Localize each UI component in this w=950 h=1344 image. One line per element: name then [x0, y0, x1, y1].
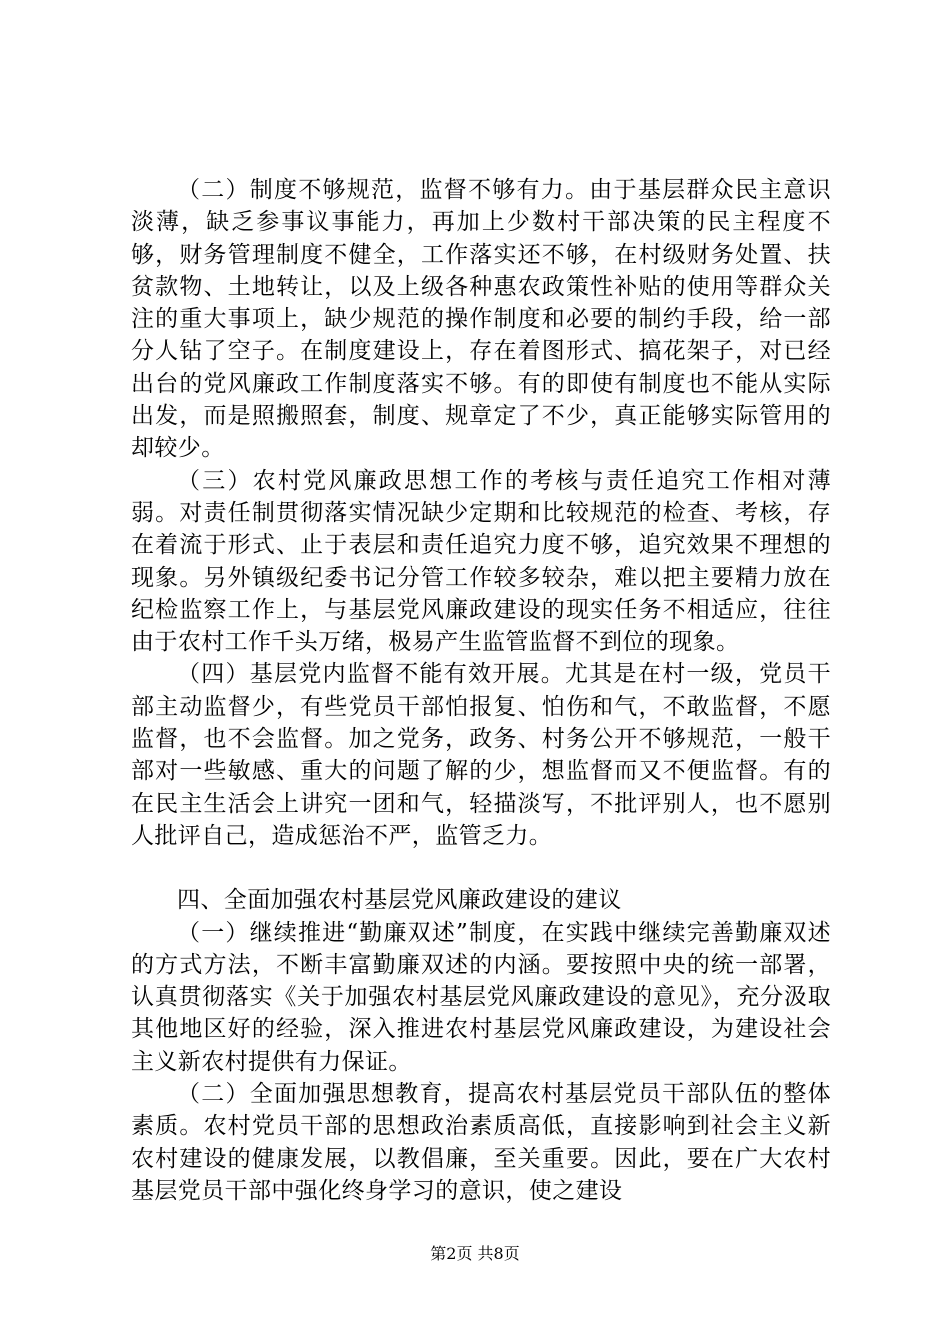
recommendation-2: （二）全面加强思想教育，提高农村基层党员干部队伍的整体素质。农村党员干部的思想政治素质高低，直接影响到社会主义新农村建设的健康发展，以教倡廉，至关重要。因此，要在广大农村基层党员干部中强化终身学习的意识，使之建设: [131, 1081, 831, 1204]
paragraph-4: （四）基层党内监督不能有效开展。尤其是在村一级，党员干部主动监督少，有些党员干部怕报复、怕伤和气，不敢监督，不愿监督，也不会监督。加之党务，政务、村务公开不够规范，一般干部对一些敏感、重大的问题了解的少，想监督而又不便监督。有的在民主生活会上讲究一团和气，轻描淡写，不批评别人，也不愿别人批评自己，造成惩治不严，监管乏力。: [131, 661, 831, 849]
section-spacer: [131, 852, 831, 884]
paragraph-2: （二）制度不够规范，监督不够有力。由于基层群众民主意识淡薄，缺乏参事议事能力，再加上少数村干部决策的民主程度不够，财务管理制度不健全，工作落实还不够，在村级财务处置、扶贫款物、土地转让，以及上级各种惠农政策性补贴的使用等群众关注的重大事项上，缺少规范的操作制度和必要的制约手段，给一部分人钻了空子。在制度建设上，存在着图形式、搞花架子，对已经出台的党风廉政工作制度落实不够。有的即使有制度也不能从实际出发，而是照搬照套，制度、规章定了不少，真正能够实际管用的却较少。: [131, 177, 831, 462]
section-heading: 四、全面加强农村基层党风廉政建设的建议: [177, 887, 622, 914]
recommendation-1: （一）继续推进“勤廉双述”制度，在实践中继续完善勤廉双述的方式方法，不断丰富勤廉双述的内涵。要按照中央的统一部署，认真贯彻落实《关于加强农村基层党风廉政建设的意见》，充分汲取其他地区好的经验，深入推进农村基层党风廉政建设，为建设社会主义新农村提供有力保证。: [131, 919, 831, 1075]
paragraph-3: （三）农村党风廉政思想工作的考核与责任追究工作相对薄弱。对责任制贯彻落实情况缺少定期和比较规范的检查、考核，存在着流于形式、止于表层和责任追究力度不够，追究效果不理想的现象。另外镇级纪委书记分管工作较多较杂，难以把主要精力放在纪检监察工作上，与基层党风廉政建设的现实任务不相适应，往往由于农村工作千头万绪，极易产生监管监督不到位的现象。: [131, 467, 831, 656]
document-body: [131, 174, 831, 1207]
page-footer: 第2页 共8页: [430, 1244, 520, 1263]
